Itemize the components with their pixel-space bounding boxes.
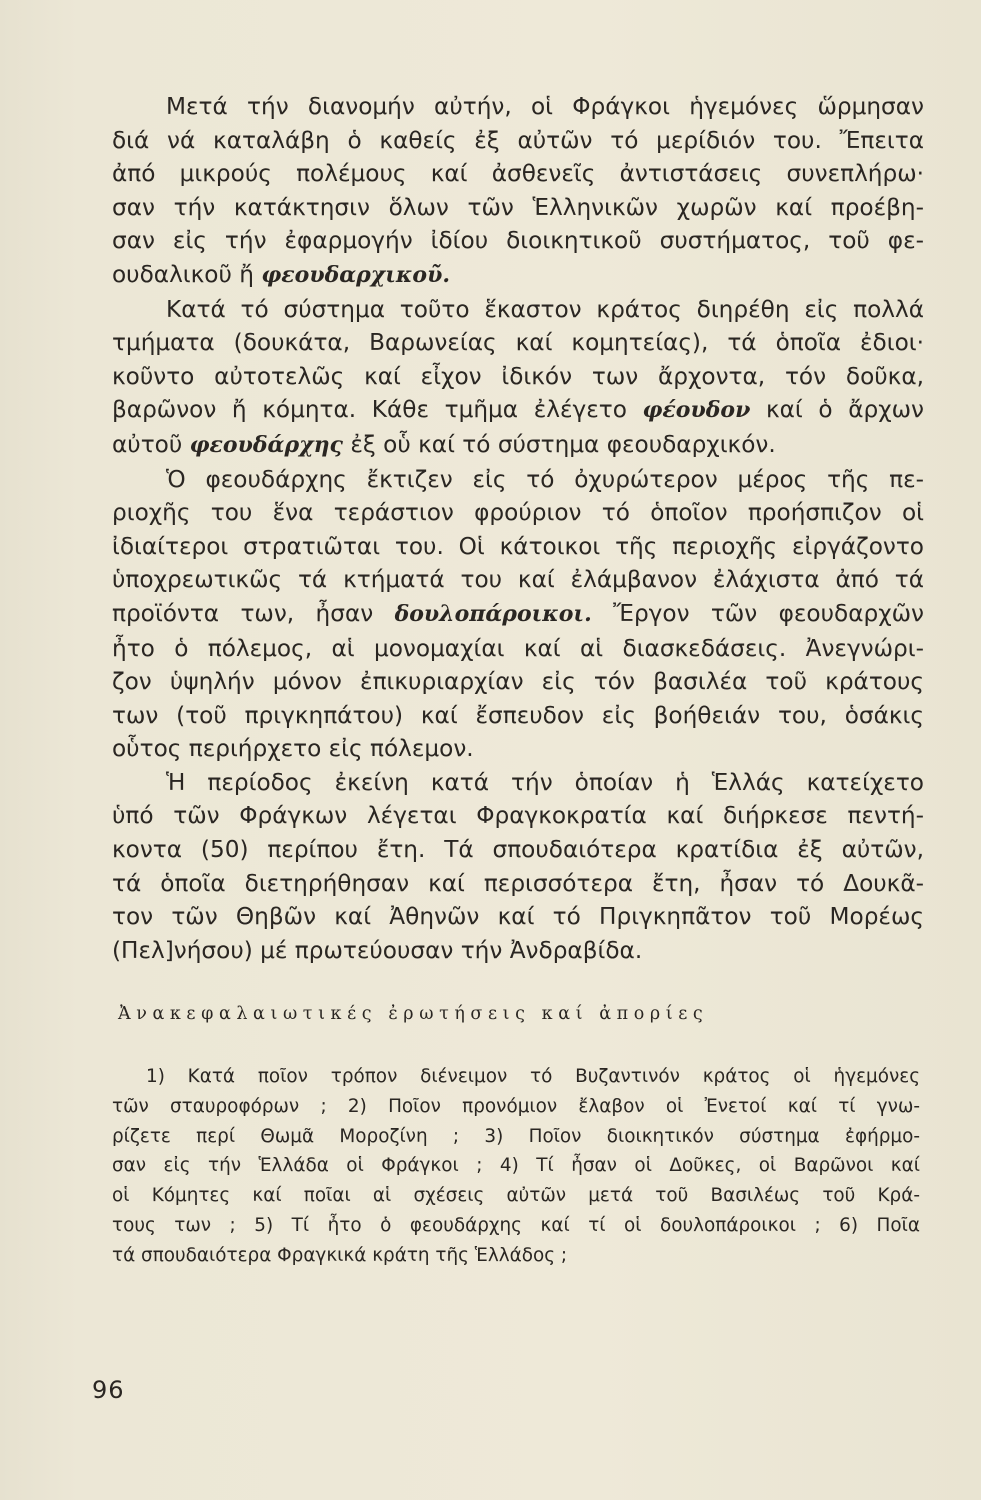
text-line xyxy=(112,934,924,968)
text-segment: σαν εἰς τήν ἐφαρμογήν ἰδίου διοικητικοῦ συστήματος, τοῦ φε- xyxy=(112,227,924,255)
text-line xyxy=(112,326,924,360)
text-segment: κοντα (50) περίπου ἔτη. Τά σπουδαιότερα κρατίδια ἐξ αὐτῶν, xyxy=(112,836,924,864)
text-line xyxy=(112,665,924,699)
text-line xyxy=(112,833,924,867)
text-line xyxy=(112,496,924,530)
text-segment: κοῦντο αὐτοτελῶς καί εἶχον ἰδικόν των ἄρχοντα, τόν δοῦκα, xyxy=(112,362,924,390)
text-segment: των (τοῦ πριγκηπάτου) καί ἔσπευδον εἰς βοήθειάν του, ὁσάκις xyxy=(112,701,924,729)
question-line: τῶν σταυροφόρων ; 2) Ποῖον προνόμιον ἔλαβον οἱ Ἐνετοί καί τί γνω- xyxy=(112,1095,920,1117)
page-number: 96 xyxy=(92,1376,125,1404)
text-segment: οὗτος περιήρχετο εἰς πόλεμον. xyxy=(112,735,474,763)
text-segment: διά νά καταλάβη ὁ καθείς ἐξ αὐτῶν τό μερίδιόν του. Ἔπειτα xyxy=(112,126,924,154)
paragraph xyxy=(112,90,924,293)
emphasized-term: φέουδον xyxy=(642,397,751,424)
text-line xyxy=(112,258,924,293)
text-line xyxy=(112,124,924,158)
text-line xyxy=(112,732,924,766)
text-segment: σαν τήν κατάκτησιν ὅλων τῶν Ἑλληνικῶν χωρῶν καί προέβη- xyxy=(112,193,924,221)
text-segment: τον τῶν Θηβῶν καί Ἀθηνῶν καί τό Πριγκηπᾶτον τοῦ Μορέως xyxy=(112,903,924,931)
text-segment: ὑπό τῶν Φράγκων λέγεται Φραγκοκρατία καί διήρκεσε πεντή- xyxy=(112,802,924,830)
text-line xyxy=(112,597,924,632)
text-segment: ἐξ οὗ καί τό σύστημα φεουδαρχικόν. xyxy=(342,430,776,458)
text-line xyxy=(112,157,924,191)
text-line xyxy=(112,867,924,901)
section-heading: Ἀνακεφαλαιωτικές ἐρωτήσεις καί ἀπορίες xyxy=(118,1004,709,1024)
text-line xyxy=(112,900,924,934)
text-segment: ζον ὑψηλήν μόνον ἐπικυριαρχίαν εἰς τόν βασιλέα τοῦ κράτους xyxy=(112,668,924,696)
text-line xyxy=(112,699,924,733)
text-segment: (Πελ]νήσου) μέ πρωτεύουσαν τήν Ἀνδραβίδα. xyxy=(112,936,643,964)
text-line xyxy=(112,360,924,394)
emphasized-term: φεουδαρχικοῦ. xyxy=(261,261,451,288)
text-line xyxy=(112,393,924,428)
text-segment: τά ὁποῖα διετηρήθησαν καί περισσότερα ἔτη, ἦσαν τό Δουκᾶ- xyxy=(112,869,924,897)
emphasized-term: δουλοπάροικοι. xyxy=(394,600,592,627)
text-segment: ἰδιαίτεροι στρατιῶται του. Οἱ κάτοικοι τῆς περιοχῆς εἰργάζοντο xyxy=(112,532,924,560)
text-line xyxy=(112,530,924,564)
text-segment: τμήματα (δουκάτα, Βαρωνείας καί κομητείας), τά ὁποῖα ἐδιοι· xyxy=(112,329,924,357)
text-line xyxy=(112,428,924,463)
text-segment: ἦτο ὁ πόλεμος, αἱ μονομαχίαι καί αἱ διασκεδάσεις. Ἀνεγνώρι- xyxy=(112,634,924,662)
text-line xyxy=(112,766,924,800)
text-line xyxy=(112,563,924,597)
text-line xyxy=(112,799,924,833)
text-line xyxy=(112,463,924,497)
text-line xyxy=(112,90,924,124)
question-line: 1) Κατά ποῖον τρόπον διένειμον τό Βυζαντινόν κράτος οἱ ἡγεμόνες xyxy=(146,1066,920,1087)
text-segment: καί ὁ ἄρχων xyxy=(750,396,924,424)
text-segment: βαρῶνον ἤ κόμητα. Κάθε τμῆμα ἐλέγετο xyxy=(112,396,643,424)
text-line xyxy=(112,293,924,327)
paragraph xyxy=(112,463,924,766)
question-line: ρίζετε περί Θωμᾶ Μοροζίνη ; 3) Ποῖον διοικητικόν σύστημα ἐφήρμο- xyxy=(112,1125,920,1147)
question-line: οἱ Κόμητες καί ποῖαι αἱ σχέσεις αὐτῶν μετά τοῦ Βασιλέως τοῦ Κρά- xyxy=(112,1185,920,1207)
question-line: σαν εἰς τήν Ἑλλάδα οἱ Φράγκοι ; 4) Τί ἦσαν οἱ Δοῦκες, οἱ Βαρῶνοι καί xyxy=(112,1155,920,1177)
text-segment: ουδαλικοῦ ἤ xyxy=(112,260,262,288)
text-line xyxy=(112,191,924,225)
text-segment: Κατά τό σύστημα τοῦτο ἕκαστον κράτος διηρέθη εἰς πολλά xyxy=(166,295,924,323)
paragraph xyxy=(112,293,924,463)
text-segment: Μετά τήν διανομήν αὐτήν, οἱ Φράγκοι ἡγεμόνες ὥρμησαν xyxy=(166,93,924,120)
text-segment: προϊόντα των, ἦσαν xyxy=(112,599,395,627)
paragraph xyxy=(112,766,924,968)
body-text xyxy=(112,90,924,967)
text-segment: ἀπό μικρούς πολέμους καί ἀσθενεῖς ἀντιστάσεις συνεπλήρω· xyxy=(112,160,924,188)
text-segment: Ὁ φεουδάρχης ἔκτιζεν εἰς τό ὀχυρώτερον μέρος τῆς πε- xyxy=(166,465,924,493)
text-segment: ὑποχρεωτικῶς τά κτήματά του καί ἐλάμβανον ἐλάχιστα ἀπό τά xyxy=(112,566,924,594)
text-segment: Ἔργον τῶν φεουδαρχῶν xyxy=(591,599,924,627)
review-questions xyxy=(112,1062,920,1271)
text-segment: ριοχῆς του ἕνα τεράστιον φρούριον τό ὁποῖον προήσπιζον οἱ xyxy=(112,499,924,527)
text-segment: αὐτοῦ xyxy=(112,430,190,458)
text-line xyxy=(112,224,924,258)
question-line: τους των ; 5) Τί ἦτο ὁ φεουδάρχης καί τί οἱ δουλοπάροικοι ; 6) Ποῖα xyxy=(112,1214,920,1236)
text-segment: Ἡ περίοδος ἐκείνη κατά τήν ὁποίαν ἡ Ἑλλάς κατείχετο xyxy=(166,768,924,796)
emphasized-term: φεουδάρχης xyxy=(189,431,343,458)
text-line xyxy=(112,632,924,666)
question-line: τά σπουδαιότερα Φραγκικά κράτη τῆς Ἑλλάδος ; xyxy=(112,1244,568,1266)
